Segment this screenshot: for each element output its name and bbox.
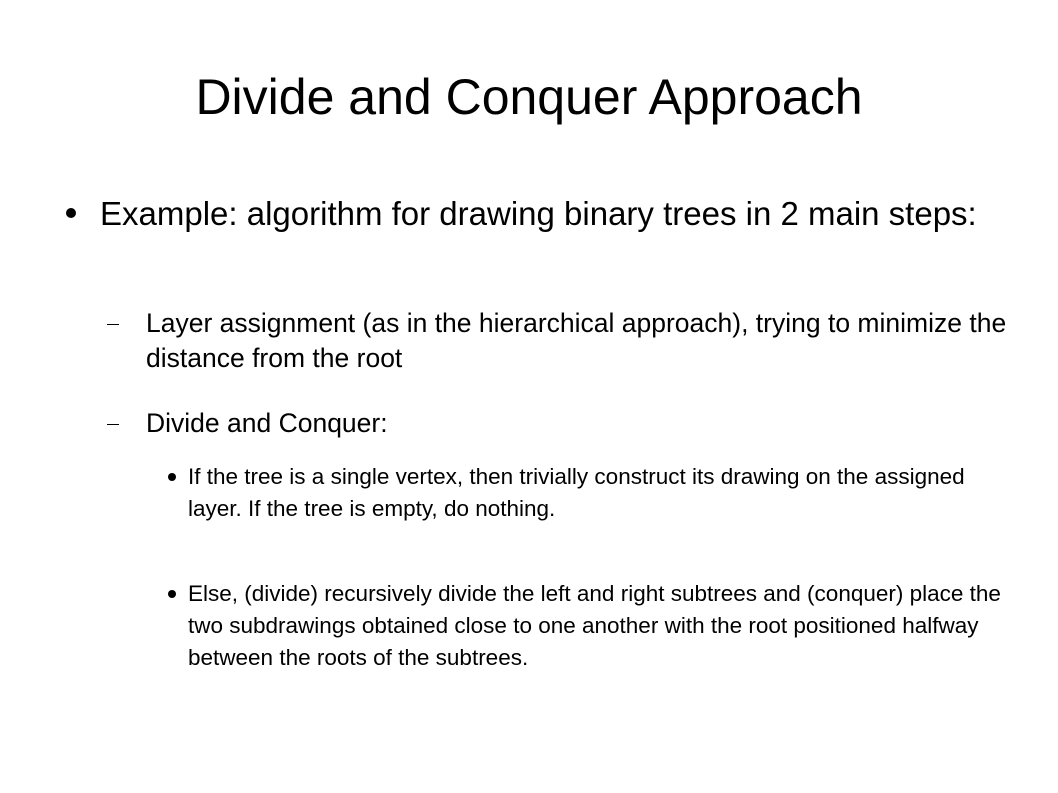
filled-circle-icon [168,473,176,481]
bullet-text: Else, (divide) recursively divide the left and right subtrees and (conquer) place the two subdrawings obtained close to one another with the root positioned halfway between the roots of the subtrees. [188,581,1001,670]
bullet-text: Layer assignment (as in the hierarchical approach), trying to minimize the distance from the root [146,308,1007,373]
filled-circle-icon [168,590,176,598]
bullet-text: If the tree is a single vertex, then trivially construct its drawing on the assigned layer. If the tree is empty, do nothing. [188,464,965,521]
dash-icon [107,324,119,325]
bullet-text: Divide and Conquer: [146,408,388,438]
dash-icon [107,424,119,425]
slide-title: Divide and Conquer Approach [195,69,863,125]
bullet-text: Example: algorithm for drawing binary trees in 2 main steps: [100,195,977,232]
filled-circle-icon [66,208,76,218]
